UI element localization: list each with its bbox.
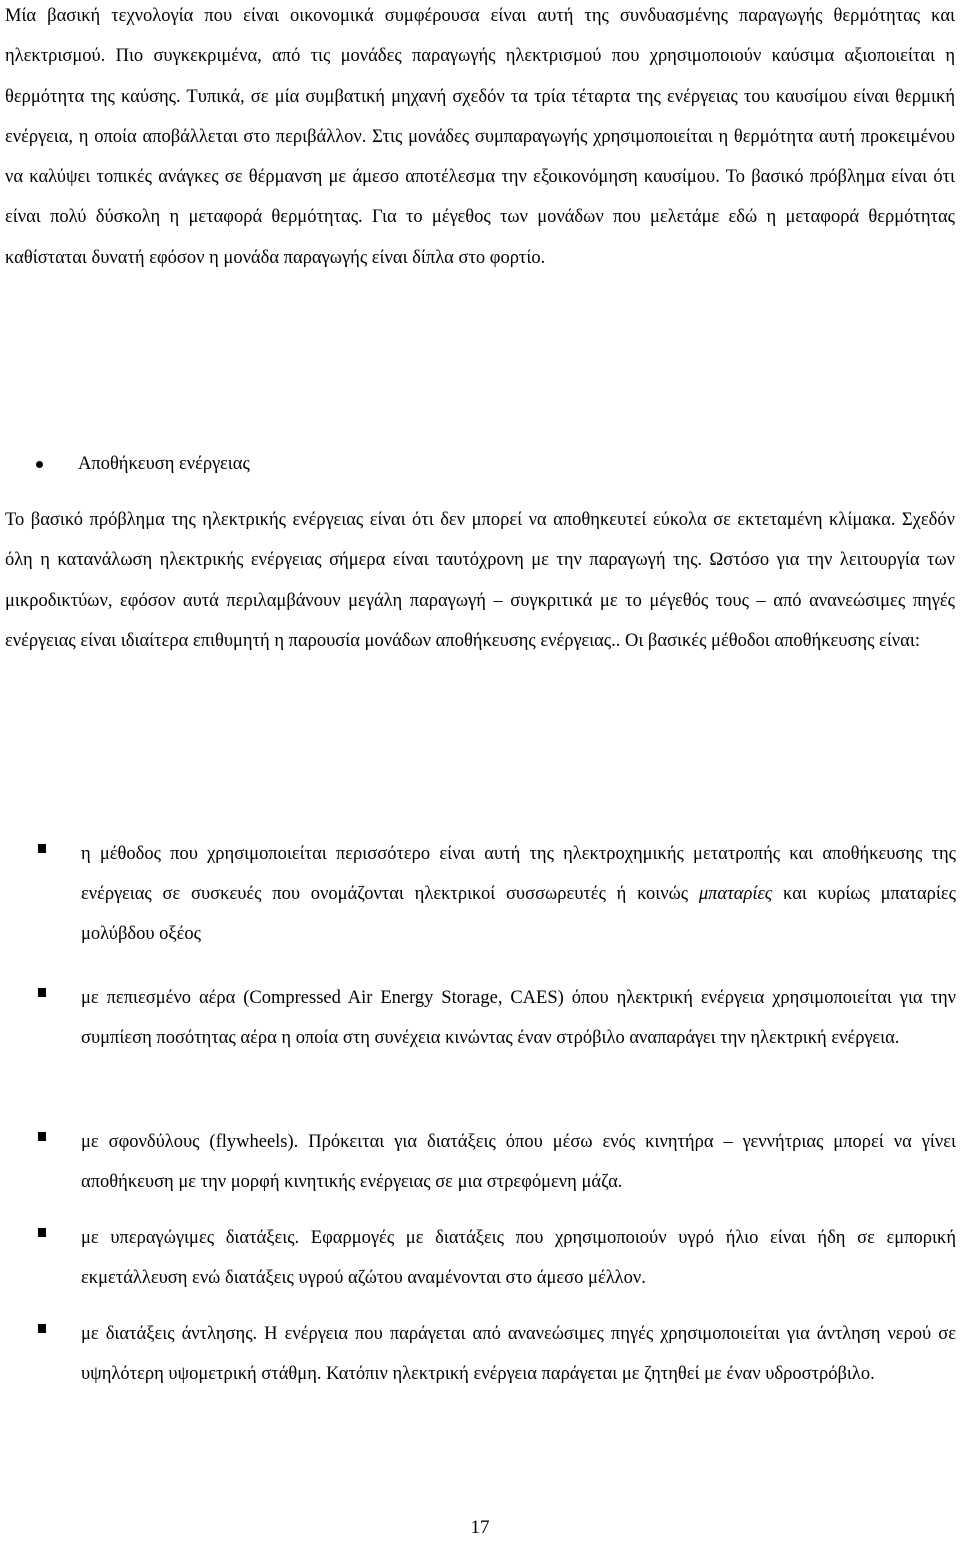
square-bullet-icon [38,1228,46,1237]
intro-paragraph: Μία βασική τεχνολογία που είναι οικονομικά συμφέρουσα είναι αυτή της συνδυασμένης παραγωγής θερμότητας και ηλεκτρισμού. Πιο συγκεκριμένα, από τις μονάδες παραγωγής ηλεκτρισμού που χρησιμοποιούν καύσιμα αξιοποιείται η θερμότητα της καύσης. Τυπικά, σε μία συμβατική μηχανή σχεδόν τα τρία τέταρτα της ενέργειας του καυσίμου είναι θερμική ενέργεια, η οποία αποβάλλεται στο περιβάλλον. Στις μονάδες συμπαραγωγής χρησιμοποιείται η θερμότητα αυτή προκειμένου να καλύψει τοπικές ανάγκες σε θέρμανση με άμεσο αποτέλεσμα την εξοικονόμηση καυσίμου. Το βασικό πρόβλημα είναι ότι είναι πολύ δύσκολη η μεταφορά θερμότητας. Για το μέγεθος των μονάδων που μελετάμε εδώ η μεταφορά θερμότητας καθίσταται δυνατή εφόσον η μονάδα παραγωγής είναι δίπλα στο φορτίο. [5,6,955,268]
method-batteries-text-start: η μέθοδος που χρησιμοποιείται περισσότερο είναι αυτή της ηλεκτροχημικής μετατροπής και αποθήκευσης της ενέργειας σε συσκευές που ονομάζονται ηλεκτρικοί συσσωρευτές ή κοινώς [81,844,956,904]
round-bullet-icon [36,461,43,468]
method-superconducting-text: με υπεραγώγιμες διατάξεις. Εφαρμογές με διατάξεις που χρησιμοποιούν υγρό ήλιο είναι ήδη σε εμπορική εκμετάλλευση ενώ διατάξεις υγρού αζώτου αναμένονται στο άμεσο μέλλον. [81,1228,956,1288]
square-bullet-icon [38,988,46,997]
storage-heading: Αποθήκευση ενέργειας [78,454,250,474]
method-pumped-storage-text: με διατάξεις άντλησης. Η ενέργεια που παράγεται από ανανεώσιμες πηγές χρησιμοποιείται για άντληση νερού σε υψηλότερη υψομετρική στάθμη. Κατόπιν ηλεκτρική ενέργεια παράγεται με ζητηθεί με έναν υδροστρόβιλο. [81,1324,956,1384]
page-number: 17 [470,1517,490,1538]
batteries-italic-term: μπαταρίες [698,884,773,904]
square-bullet-icon [38,1132,46,1141]
square-bullet-icon [38,1324,46,1333]
method-flywheels-text: με σφονδύλους (flywheels). Πρόκειται για διατάξεις όπου μέσω ενός κινητήρα – γεννήτριας μπορεί να γίνει αποθήκευση με την μορφή κινητικής ενέργειας σε μια στρεφόμενη μάζα. [81,1132,956,1192]
storage-paragraph: Το βασικό πρόβλημα της ηλεκτρικής ενέργειας είναι ότι δεν μπορεί να αποθηκευτεί εύκολα σε εκτεταμένη κλίμακα. Σχεδόν όλη η κατανάλωση ηλεκτρικής ενέργειας σήμερα είναι ταυτόχρονη με την παραγωγή της. Ωστόσο για την λειτουργία των μικροδικτύων, εφόσον αυτά περιλαμβάνουν μεγάλη παραγωγή – συγκριτικά με το μέγεθός τους – από ανανεώσιμες πηγές ενέργειας είναι ιδιαίτερα επιθυμητή η παρουσία μονάδων αποθήκευσης ενέργειας.. Οι βασικές μέθοδοι αποθήκευσης είναι: [5,510,955,651]
method-batteries-text-end: και κυρίως μπαταρίες μολύβδου οξέος [81,884,956,944]
square-bullet-icon [38,844,46,853]
method-caes-text: με πεπιεσμένο αέρα (Compressed Air Energy Storage, CAES) όπου ηλεκτρική ενέργεια χρησιμοποιείται για την συμπίεση ποσότητας αέρα η οποία στη συνέχεια κινώντας έναν στρόβιλο αναπαράγει την ηλεκτρική ενέργεια. [81,988,956,1048]
method-batteries-text [81,834,956,954]
